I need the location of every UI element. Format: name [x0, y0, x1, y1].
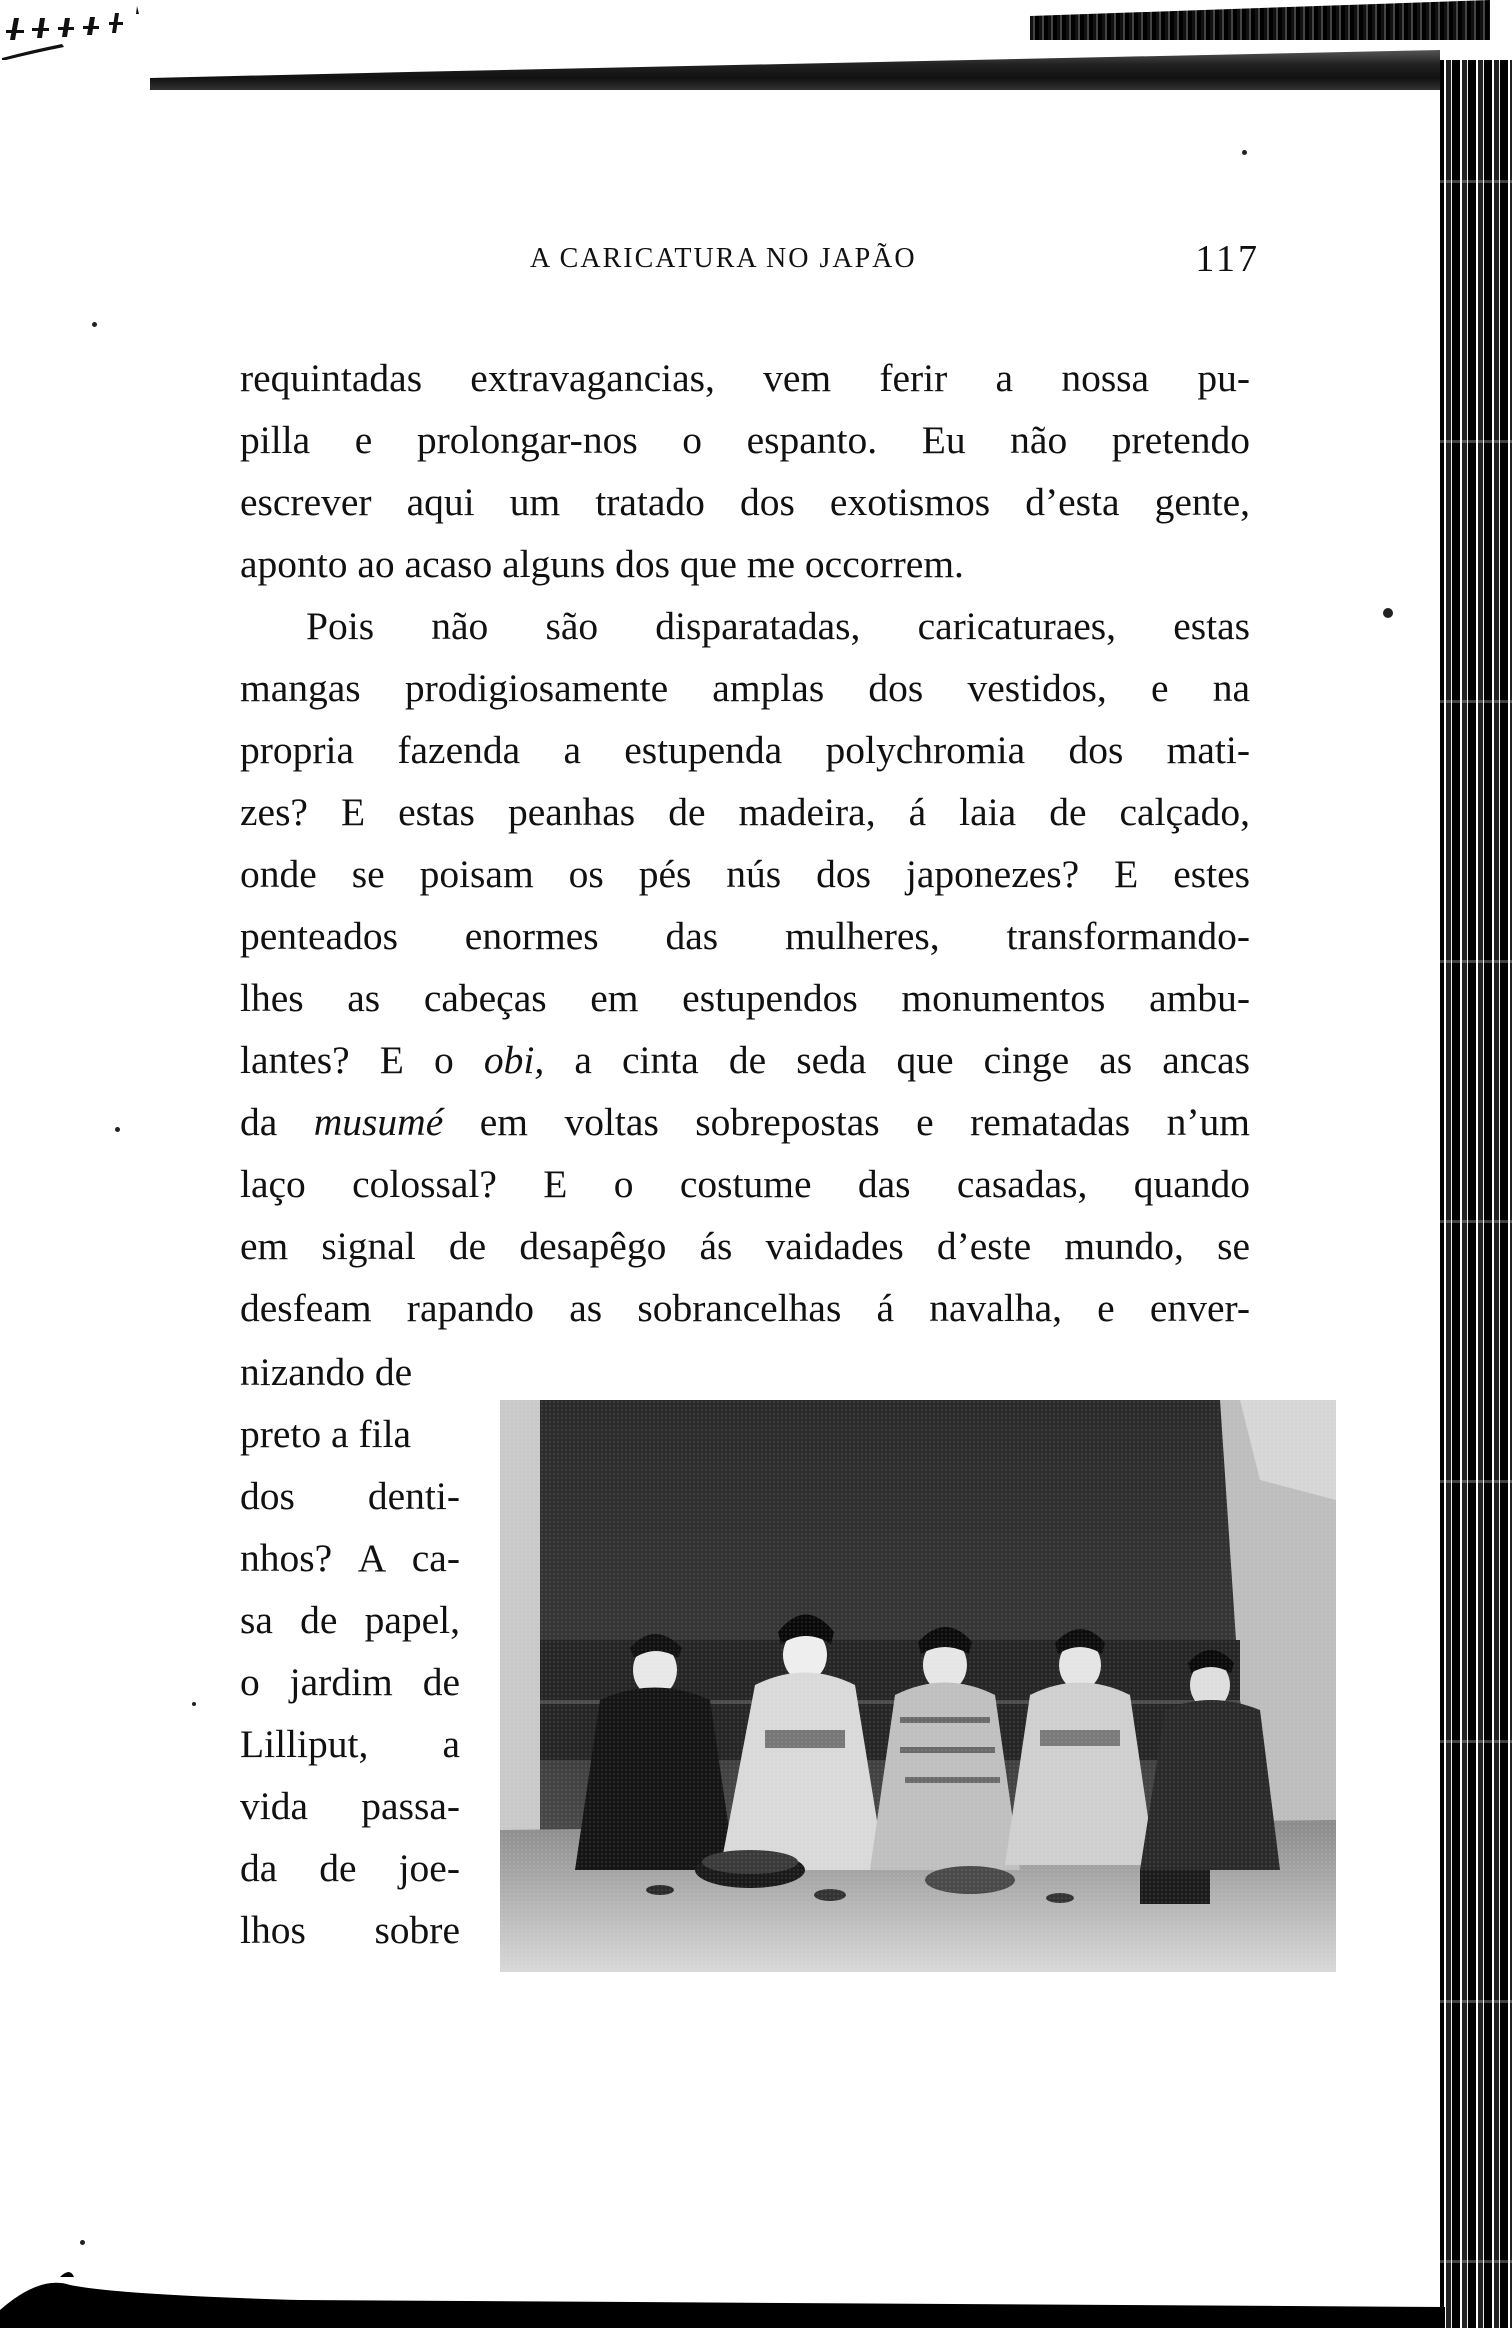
narrow-line: nizando de [240, 1350, 413, 1394]
text-line: pilla e prolongar-nos o espanto. Eu não pretendo [240, 418, 1250, 462]
speck-1 [1242, 150, 1247, 155]
page-number: 117 [1195, 238, 1260, 280]
scan-shadow-top-right [1030, 0, 1490, 40]
narrow-line: lhos sobre [240, 1908, 460, 1952]
text-line: aponto ao acaso alguns dos que me occorrem. [240, 542, 964, 586]
narrow-line: Lilliput, a [240, 1722, 460, 1766]
text-line: requintadas extravagancias, vem ferir a nossa pu- [240, 356, 1250, 400]
photograph-drawing [500, 1400, 1336, 1972]
scan-shadow-top [150, 50, 1440, 90]
narrow-line: sa de papel, [240, 1598, 460, 1642]
speck-5 [192, 1702, 196, 1706]
text-line: lhes as cabeças em estupendos monumentos ambu- [240, 976, 1250, 1020]
text-line: laço colossal? E o costume das casadas, quando [240, 1162, 1250, 1206]
narrow-line: nhos? A ca- [240, 1536, 460, 1580]
text-line: propria fazenda a estupenda polychromia dos mati- [240, 728, 1250, 772]
speck-2 [92, 322, 97, 327]
text-line: mangas prodigiosamente amplas dos vestidos, e na [240, 666, 1250, 710]
text-line: penteados enormes das mulheres, transformando- [240, 914, 1250, 958]
page-stack-edge [1440, 60, 1512, 2328]
italic-term-obi: obi, [483, 1038, 545, 1082]
running-head [240, 238, 1260, 283]
narrow-line: preto a fila [240, 1412, 412, 1456]
text-segment: em voltas sobrepostas e rematadas n’um [479, 1100, 1251, 1144]
text-segment: da [240, 1100, 278, 1144]
text-line: zes? E estas peanhas de madeira, á laia de calçado, [240, 790, 1250, 834]
text-line: Pois não são disparatadas, caricaturaes, estas [306, 604, 1250, 648]
text-line-mixed [240, 1029, 1250, 1091]
speck-6 [80, 2240, 85, 2245]
text-line: em signal de desapêgo ás vaidades d’este mundo, se [240, 1224, 1250, 1268]
narrow-line: vida passa- [240, 1784, 460, 1828]
scan-shadow-bottom [0, 2255, 1445, 2328]
text-line: escrever aqui um tratado dos exotismos d’esta gente, [240, 480, 1250, 524]
italic-term-musume: musumé [313, 1100, 444, 1144]
narrow-line: o jardim de [240, 1660, 460, 1704]
text-line-mixed [240, 1091, 1250, 1153]
narrow-text-column [240, 1341, 460, 1961]
photograph-women-dining [500, 1400, 1336, 1972]
text-line: desfeam rapando as sobrancelhas á navalha, e enver- [240, 1286, 1250, 1330]
ink-marks-top-left [2, 0, 192, 60]
text-segment: lantes? E o [240, 1038, 454, 1082]
running-title: A CARICATURA NO JAPÃO [530, 243, 917, 274]
speck-3 [1383, 608, 1393, 618]
narrow-line: da de joe- [240, 1846, 460, 1890]
body-text [240, 347, 1250, 1339]
text-line: onde se poisam os pés nús dos japonezes? E estes [240, 852, 1250, 896]
speck-4 [115, 1127, 120, 1132]
text-segment: a cinta de seda que cinge as ancas [574, 1038, 1250, 1082]
narrow-line: dos denti- [240, 1474, 460, 1518]
